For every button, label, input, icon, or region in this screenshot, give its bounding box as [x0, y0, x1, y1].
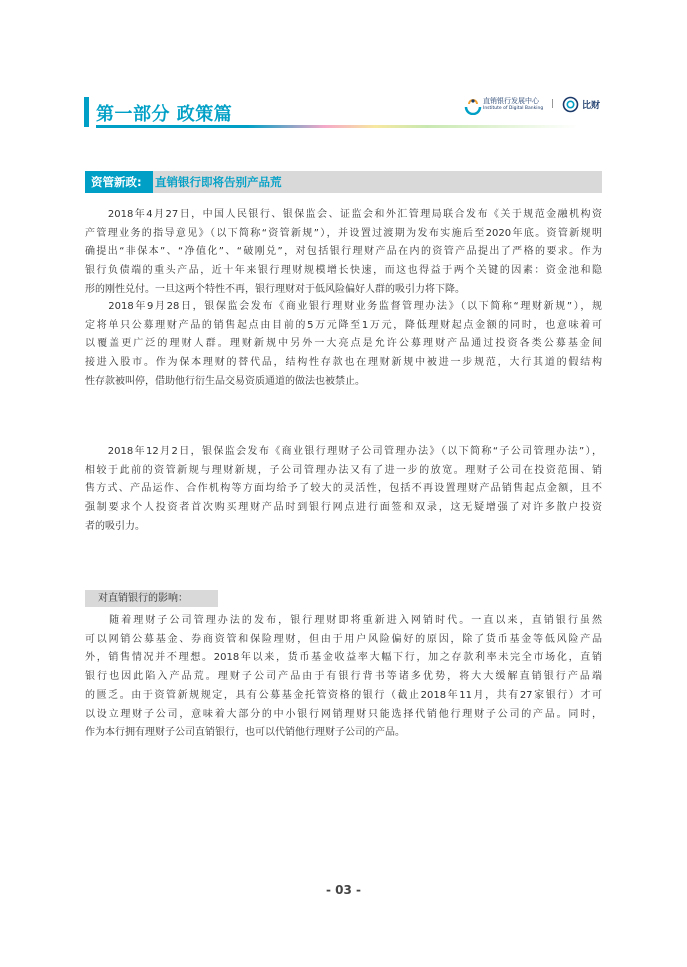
paragraph-line: 性存款被叫停，借助他行衍生品交易资质通道的做法也被禁止。 [85, 375, 365, 387]
logo-name-en: Institute of Digital Banking [483, 106, 544, 111]
paragraph-line: 可以网销公募基金、券商资管和保险理财，但由于用户风险偏好的原因，除了货币基金等低风险产品 [85, 633, 602, 645]
paragraph-line: 相较于此前的资管新规与理财新规，子公司管理办法又有了进一步的放宽。理财子公司在投资范围、销 [85, 464, 602, 476]
header-accent-bar [84, 97, 89, 127]
paragraph-line: 随着理财子公司管理办法的发布，银行理财即将重新进入网销时代。一直以来，直销银行虽然 [85, 615, 602, 626]
logo2-name: 比财 [582, 101, 601, 111]
logo-area [463, 95, 623, 119]
paragraph-line: 作为本行拥有理财子公司直销银行，也可以代销他行理财子公司的产品。 [85, 727, 405, 739]
impact-label: 对直销银行的影响： [98, 593, 188, 604]
paragraph-line: 外，销售情况并不理想。2018年以来，货币基金收益率大幅下行，加之存款利率未完全市场化，直销 [85, 652, 602, 664]
paragraph-line: 银行负债端的重头产品，近十年来银行理财规模增长快速，而这也得益于两个关键的因素：资金池和隐 [85, 265, 602, 277]
paragraph-2 [85, 298, 602, 392]
logo-separator: | [551, 99, 555, 109]
paragraph-1 [85, 206, 602, 300]
paragraph-line: 形的刚性兑付。一旦这两个特性不再，银行理财对于低风险偏好人群的吸引力将下降。 [85, 283, 465, 295]
paragraph-line: 确提出“非保本”、“净值化”、“破刚兑”，对包括银行理财产品在内的资管产品提出了严格的要求。作为 [85, 246, 602, 258]
paragraph-line: 强制要求个人投资者首次购买理财产品时到银行网点进行面签和双录，这无疑增强了对许多散户投资 [85, 502, 602, 514]
paragraph-line: 2018年12月2日，银保监会发布《商业银行理财子公司管理办法》（以下简称“子公司管理办法”）， [85, 446, 602, 457]
impact-subheader [85, 590, 218, 607]
paragraph-line: 银行也因此陷入产品荒。理财子公司产品由于有银行背书等诸多优势，将大大缓解直销银行产品端 [85, 671, 602, 683]
bicai-logo-icon [562, 96, 579, 113]
page-title: 第一部分 政策篇 [96, 104, 233, 125]
logo-name-cn: 直销银行发展中心 [483, 97, 539, 105]
paragraph-line: 接进入股市。作为保本理财的替代品，结构性存款也在理财新规中被进一步规范，大行其道的假结构 [85, 357, 602, 369]
page-number: - 03 - [325, 883, 361, 897]
section-title: 直销银行即将告别产品荒 [155, 175, 282, 189]
paragraph-line: 以覆盖更广泛的理财人群。理财新规中另外一大亮点是允许公募理财产品通过投资各类公募基金间 [85, 338, 602, 350]
paragraph-line: 者的吸引力。 [85, 520, 145, 532]
paragraph-line: 售方式、产品运作、合作机构等方面均给予了较大的灵活性，包括不再设置理财产品销售起点金额，且不 [85, 483, 602, 495]
paragraph-3 [85, 443, 602, 537]
direct-bank-logo-icon [463, 95, 483, 115]
paragraph-line: 产管理业务的指导意见》（以下简称“资管新规”），并设置过渡期为发布实施后至2020年底。资管新规明 [85, 227, 602, 239]
section-label: 资管新政: [85, 171, 153, 193]
paragraph-line: 2018年9月28日，银保监会发布《商业银行理财业务监督管理办法》（以下简称“理财新规”），规 [85, 301, 602, 312]
paragraph-line: 定将单只公募理财产品的销售起点由目前的5万元降至1万元，降低理财起点金额的同时，也意味着可 [85, 319, 602, 331]
paragraph-line: 的匮乏。由于资管新规规定，具有公募基金托管资格的银行（截止2018年11月，共有27家银行）才可 [85, 689, 602, 701]
paragraph-line: 以设立理财子公司，意味着大部分的中小银行网销理财只能选择代销他行理财子公司的产品。同时， [85, 708, 602, 720]
section-header [85, 171, 602, 193]
header-underline [96, 125, 604, 128]
impact-paragraph [85, 612, 602, 743]
paragraph-line: 2018年4月27日，中国人民银行、银保监会、证监会和外汇管理局联合发布《关于规范金融机构资 [85, 209, 602, 220]
